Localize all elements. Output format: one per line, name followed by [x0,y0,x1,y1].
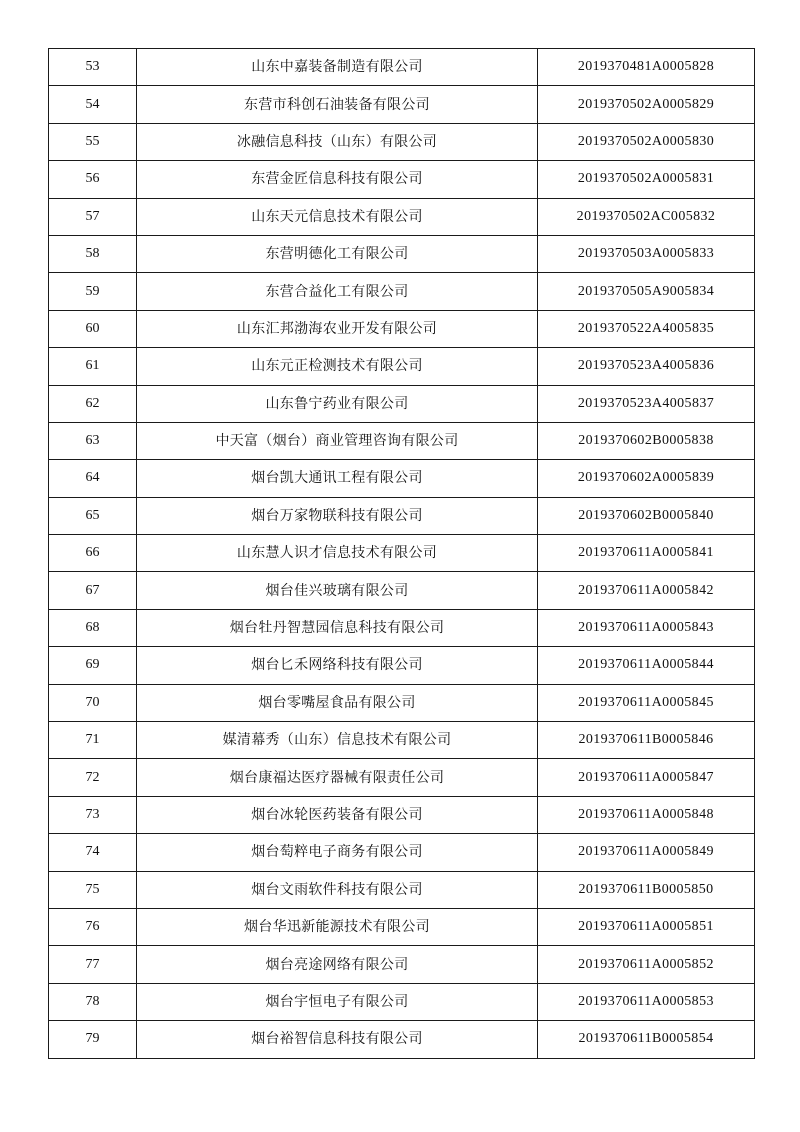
row-number-cell: 66 [49,535,137,572]
company-name-cell: 烟台冰轮医药装备有限公司 [137,796,538,833]
row-number-cell: 59 [49,273,137,310]
table-row [49,722,755,759]
row-number-cell: 64 [49,460,137,497]
table-row [49,572,755,609]
company-name-cell: 烟台康福达医疗器械有限责任公司 [137,759,538,796]
row-number-cell: 56 [49,161,137,198]
registration-code-cell: 2019370611A0005853 [538,983,755,1020]
table-row [49,235,755,272]
row-number-cell: 73 [49,796,137,833]
row-number-cell: 76 [49,908,137,945]
table-row [49,834,755,871]
company-name-cell: 烟台万家物联科技有限公司 [137,497,538,534]
row-number-cell: 77 [49,946,137,983]
row-number-cell: 58 [49,235,137,272]
registration-code-cell: 2019370602B0005840 [538,497,755,534]
row-number-cell: 78 [49,983,137,1020]
registration-code-cell: 2019370611A0005842 [538,572,755,609]
registration-code-cell: 2019370611A0005844 [538,647,755,684]
registration-code-cell: 2019370611B0005846 [538,722,755,759]
company-name-cell: 烟台匕禾网络科技有限公司 [137,647,538,684]
registration-code-cell: 2019370502A0005831 [538,161,755,198]
row-number-cell: 72 [49,759,137,796]
registration-code-cell: 2019370502A0005830 [538,123,755,160]
registration-code-cell: 2019370611A0005841 [538,535,755,572]
company-name-cell: 烟台宇恒电子有限公司 [137,983,538,1020]
registration-code-cell: 2019370502A0005829 [538,86,755,123]
registration-code-cell: 2019370502AC005832 [538,198,755,235]
row-number-cell: 62 [49,385,137,422]
table-row [49,161,755,198]
table-row [49,497,755,534]
company-name-cell: 山东慧人识才信息技术有限公司 [137,535,538,572]
row-number-cell: 65 [49,497,137,534]
registration-code-cell: 2019370602B0005838 [538,422,755,459]
company-name-cell: 烟台零嘴屋食品有限公司 [137,684,538,721]
table-row [49,348,755,385]
company-name-cell: 烟台牡丹智慧园信息科技有限公司 [137,609,538,646]
table-row [49,385,755,422]
table-row [49,273,755,310]
company-name-cell: 山东天元信息技术有限公司 [137,198,538,235]
table-row [49,198,755,235]
row-number-cell: 75 [49,871,137,908]
company-name-cell: 冰融信息科技（山东）有限公司 [137,123,538,160]
company-registry-table [48,48,755,1059]
registration-code-cell: 2019370611A0005851 [538,908,755,945]
registration-code-cell: 2019370611A0005848 [538,796,755,833]
table-row [49,86,755,123]
registration-code-cell: 2019370522A4005835 [538,310,755,347]
table-row [49,123,755,160]
row-number-cell: 54 [49,86,137,123]
row-number-cell: 61 [49,348,137,385]
registration-code-cell: 2019370611A0005843 [538,609,755,646]
company-name-cell: 烟台佳兴玻璃有限公司 [137,572,538,609]
row-number-cell: 53 [49,49,137,86]
company-name-cell: 山东汇邦渤海农业开发有限公司 [137,310,538,347]
registration-code-cell: 2019370611A0005849 [538,834,755,871]
table-row [49,983,755,1020]
table-row [49,1021,755,1058]
registration-code-cell: 2019370503A0005833 [538,235,755,272]
company-name-cell: 东营合益化工有限公司 [137,273,538,310]
company-name-cell: 山东元正检测技术有限公司 [137,348,538,385]
table-row [49,609,755,646]
registration-code-cell: 2019370611A0005845 [538,684,755,721]
row-number-cell: 55 [49,123,137,160]
row-number-cell: 70 [49,684,137,721]
company-name-cell: 中天富（烟台）商业管理咨询有限公司 [137,422,538,459]
registration-code-cell: 2019370523A4005837 [538,385,755,422]
company-name-cell: 烟台凯大通讯工程有限公司 [137,460,538,497]
registration-code-cell: 2019370505A9005834 [538,273,755,310]
table-row [49,422,755,459]
row-number-cell: 63 [49,422,137,459]
row-number-cell: 71 [49,722,137,759]
registration-code-cell: 2019370611B0005854 [538,1021,755,1058]
row-number-cell: 67 [49,572,137,609]
table-row [49,946,755,983]
company-name-cell: 山东中嘉装备制造有限公司 [137,49,538,86]
row-number-cell: 68 [49,609,137,646]
company-name-cell: 烟台华迅新能源技术有限公司 [137,908,538,945]
table-row [49,535,755,572]
table-row [49,460,755,497]
company-name-cell: 烟台萄粹电子商务有限公司 [137,834,538,871]
company-name-cell: 东营明德化工有限公司 [137,235,538,272]
table-row [49,684,755,721]
row-number-cell: 79 [49,1021,137,1058]
registration-code-cell: 2019370523A4005836 [538,348,755,385]
row-number-cell: 57 [49,198,137,235]
company-name-cell: 山东鲁宁药业有限公司 [137,385,538,422]
registration-code-cell: 2019370611A0005852 [538,946,755,983]
row-number-cell: 69 [49,647,137,684]
row-number-cell: 74 [49,834,137,871]
registration-code-cell: 2019370602A0005839 [538,460,755,497]
table-row [49,908,755,945]
company-name-cell: 东营金匠信息科技有限公司 [137,161,538,198]
registration-code-cell: 2019370611B0005850 [538,871,755,908]
company-name-cell: 烟台亮途网络有限公司 [137,946,538,983]
table-row [49,796,755,833]
table-row [49,310,755,347]
company-name-cell: 烟台文雨软件科技有限公司 [137,871,538,908]
row-number-cell: 60 [49,310,137,347]
table-row [49,871,755,908]
company-name-cell: 媒清幕秀（山东）信息技术有限公司 [137,722,538,759]
registration-code-cell: 2019370481A0005828 [538,49,755,86]
table-row [49,49,755,86]
table-body [49,49,755,1059]
table-row [49,759,755,796]
company-name-cell: 烟台裕智信息科技有限公司 [137,1021,538,1058]
registration-code-cell: 2019370611A0005847 [538,759,755,796]
table-row [49,647,755,684]
company-name-cell: 东营市科创石油装备有限公司 [137,86,538,123]
